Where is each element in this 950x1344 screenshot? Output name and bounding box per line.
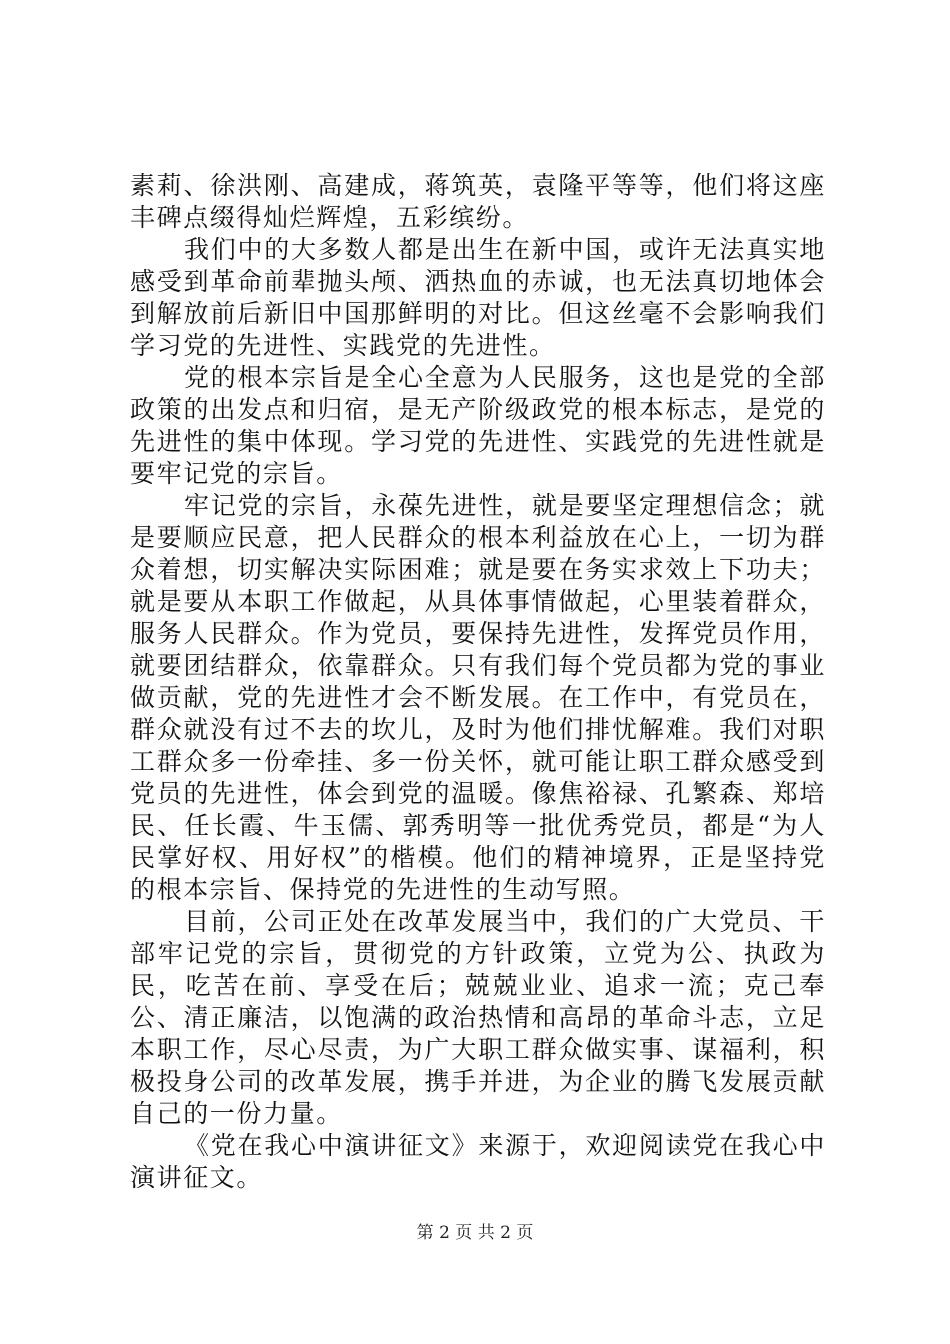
paragraph-company-reform: 目前，公司正处在改革发展当中，我们的广大党员、干部牢记党的宗旨，贯彻党的方针政策，立党为公、执政为民，吃苦在前、享受在后；兢兢业业、追求一流；克己奉公、清正廉洁，以饱满的政治热情和高昂的革命斗志，立足本职工作，尽心尽责，为广大职工群众做实事、谋福利，积极投身公司的改革发展，携手并进，为企业的腾飞发展贡献自己的一份力量。 <box>130 907 826 1128</box>
paragraph-new-china: 我们中的大多数人都是出生在新中国，或许无法真实地感受到革命前辈抛头颅、洒热血的赤诚，也无法真切地体会到解放前后新旧中国那鲜明的对比。但这丝毫不会影响我们学习党的先进性、实践党的先进性。 <box>130 235 826 360</box>
paragraph-source-note: 《党在我心中演讲征文》来源于，欢迎阅读党在我心中演讲征文。 <box>130 1131 826 1192</box>
paragraph-party-purpose: 党的根本宗旨是全心全意为人民服务，这也是党的全部政策的出发点和归宿，是无产阶级政党的根本标志，是党的先进性的集中体现。学习党的先进性、实践党的先进性就是要牢记党的宗旨。 <box>130 363 826 488</box>
page-number-footer: 第 2 页 共 2 页 <box>416 1223 534 1243</box>
document-body <box>130 170 826 1194</box>
paragraph-remember-purpose: 牢记党的宗旨，永葆先进性，就是要坚定理想信念；就是要顺应民意，把人民群众的根本利益放在心上，一切为群众着想，切实解决实际困难；就是要在务实求效上下功夫；就是要从本职工作做起，从具体事情做起，心里装着群众，服务人民群众。作为党员，要保持先进性，发挥党员作用，就要团结群众，依靠群众。只有我们每个党员都为党的事业做贡献，党的先进性才会不断发展。在工作中，有党员在，群众就没有过不去的坎儿，及时为他们排忧解难。我们对职工群众多一份牵挂、多一份关怀，就可能让职工群众感受到党员的先进性，体会到党的温暖。像焦裕禄、孔繁森、郑培民、任长霞、牛玉儒、郭秀明等一批优秀党员，都是“为人民掌好权、用好权”的楷模。他们的精神境界，正是坚持党的根本宗旨、保持党的先进性的生动写照。 <box>130 491 826 904</box>
paragraph-continuation: 素莉、徐洪刚、高建成，蒋筑英，袁隆平等等，他们将这座丰碑点缀得灿烂辉煌，五彩缤纷。 <box>130 171 826 232</box>
